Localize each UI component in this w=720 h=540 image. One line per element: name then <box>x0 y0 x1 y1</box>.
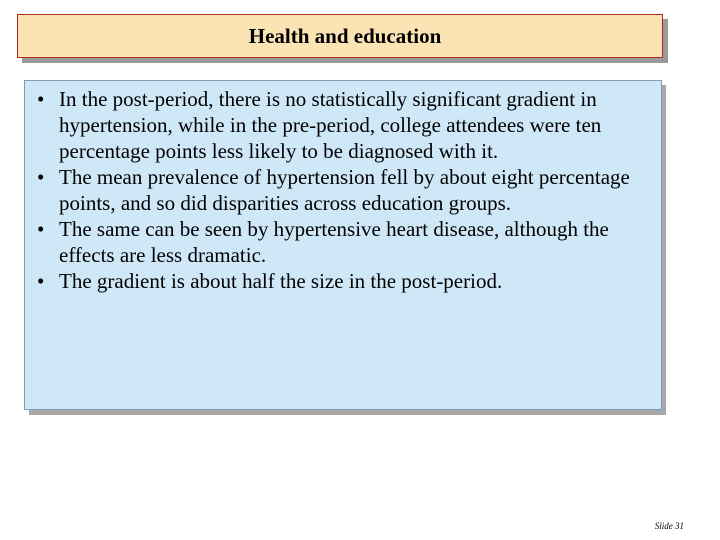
bullet-icon: • <box>37 87 45 111</box>
bullet-item <box>37 216 653 268</box>
title-box <box>17 14 663 58</box>
bullet-text: In the post-period, there is no statistically significant gradient in hypertension, while in the pre-period, college attendees were ten percentage points less likely to be diagnosed with it. <box>59 87 602 163</box>
content-box <box>24 80 662 410</box>
bullet-text: The gradient is about half the size in the post-period. <box>59 269 503 293</box>
bullet-text: The same can be seen by hypertensive heart disease, although the effects are less dramatic. <box>59 217 609 267</box>
bullet-item <box>37 86 653 164</box>
bullet-list <box>25 81 661 294</box>
slide-number: Slide 31 <box>654 521 684 531</box>
bullet-item <box>37 164 653 216</box>
bullet-icon: • <box>37 165 45 189</box>
bullet-text: The mean prevalence of hypertension fell by about eight percentage points, and so did disparities across education groups. <box>59 165 630 215</box>
bullet-item <box>37 268 653 294</box>
bullet-icon: • <box>37 269 45 293</box>
bullet-icon: • <box>37 217 45 241</box>
slide-title: Health and education <box>248 23 442 48</box>
